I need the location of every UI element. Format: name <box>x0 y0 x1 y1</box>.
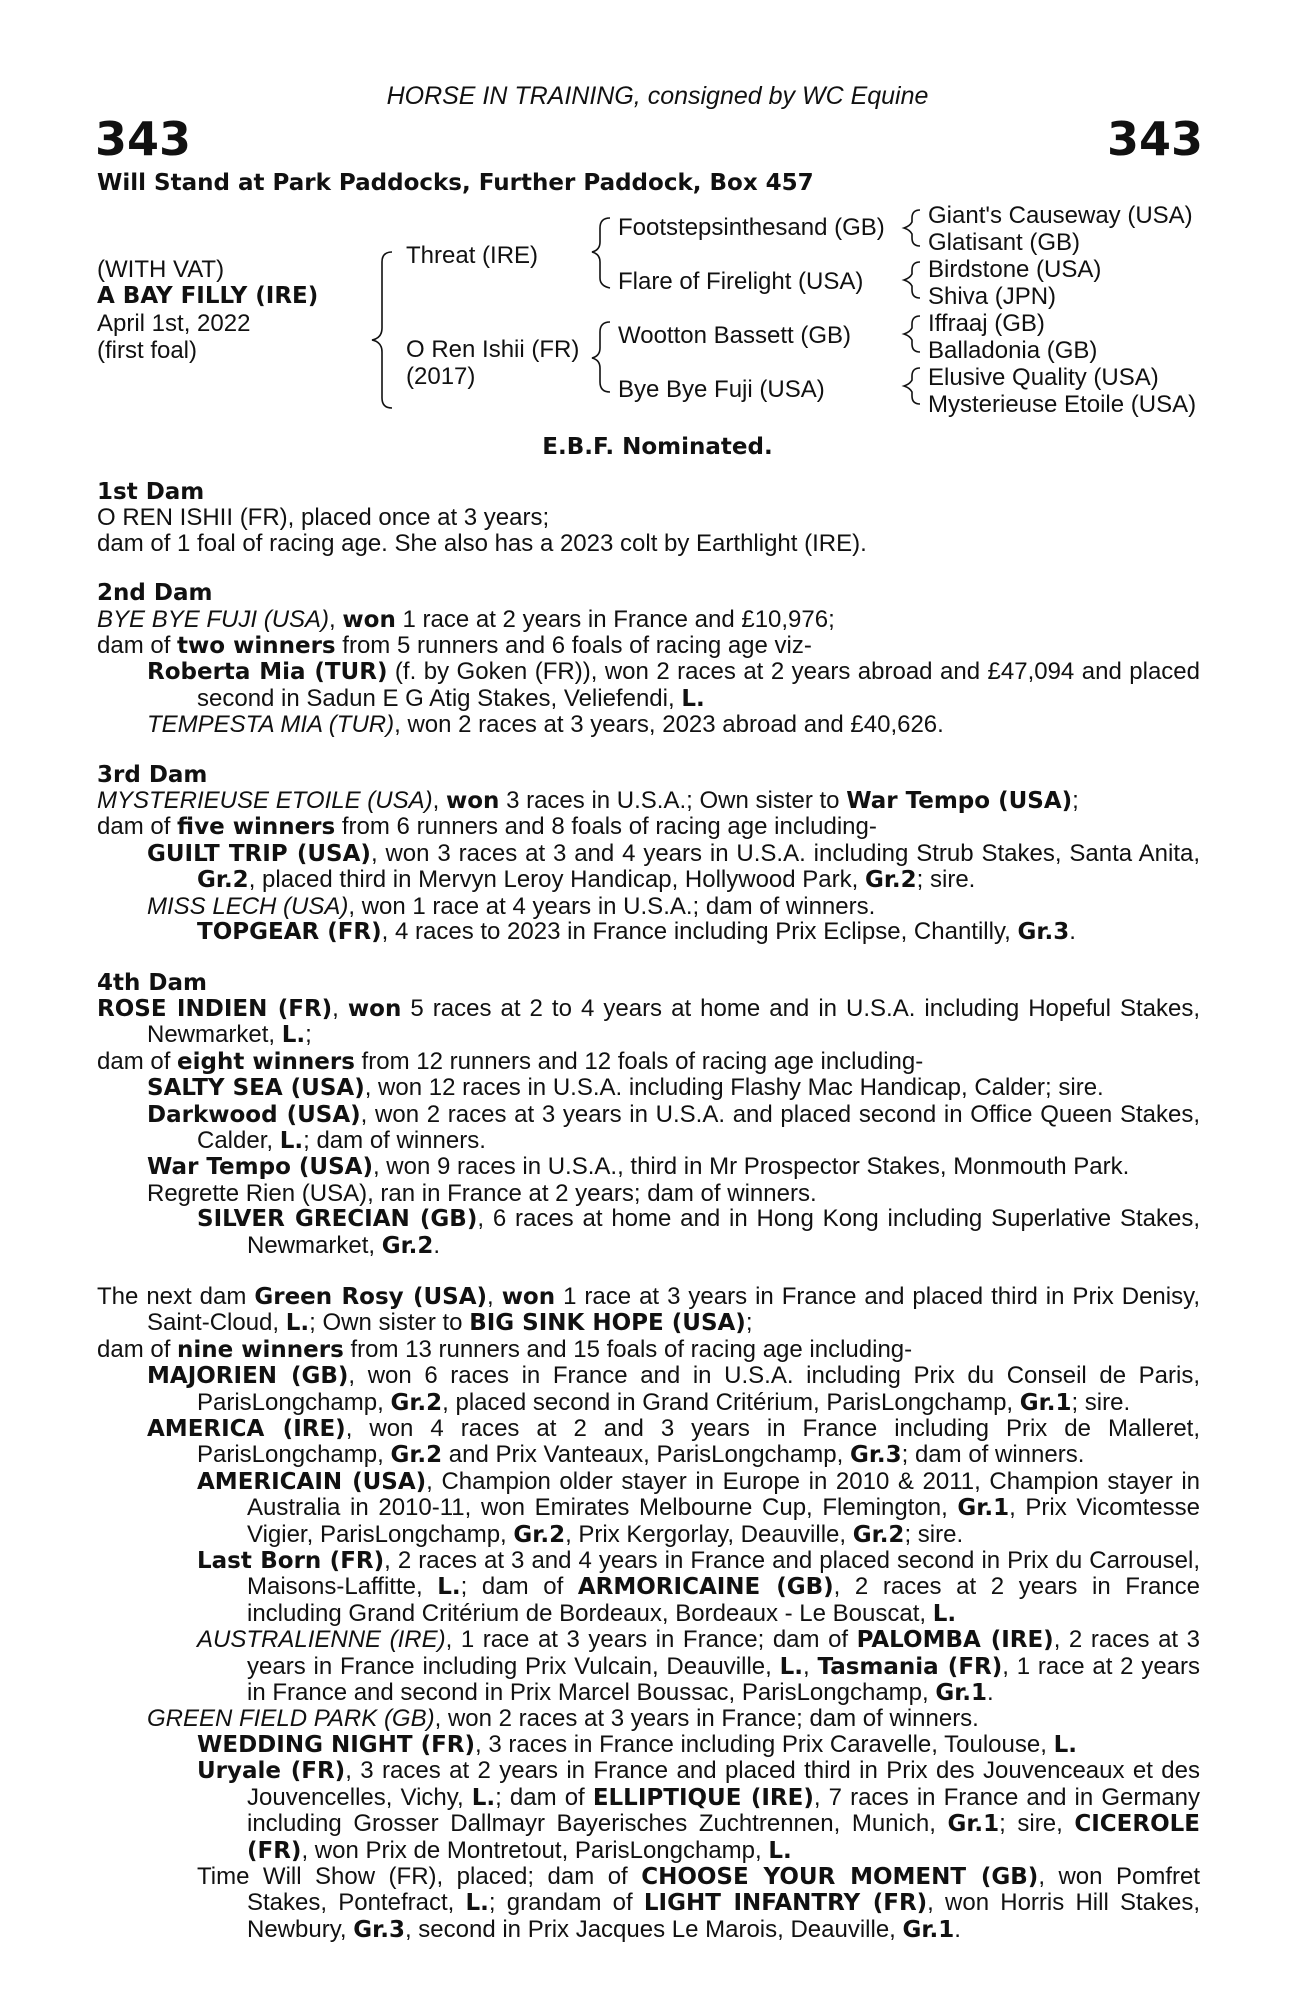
next-dam-line: The next dam Green Rosy (USA), won 1 race at 3 years in France and placed third in Prix Denisy, Saint-Cloud, L.; Own sister to BIG SINK HOPE (USA); <box>97 1282 1200 1337</box>
produce-entry: AMERICAIN (USA), Champion older stayer in Europe in 2010 & 2011, Champion stayer in Australia in 2010-11, won Emirates Melbourne Cup, Flemington, Gr.1, Prix Vicomtesse Vigier, ParisLongchamp, Gr.2, Prix Kergorlay, Deauville, Gr.2; sire. <box>197 1467 1201 1548</box>
third-dam-line: dam of five winners from 6 runners and 8 foals of racing age including- <box>97 813 877 841</box>
ebf-nominated: E.B.F. Nominated. <box>542 434 773 460</box>
produce-entry: Time Will Show (FR), placed; dam of CHOOSE YOUR MOMENT (GB), won Pomfret Stakes, Pontefract, L.; grandam of LIGHT INFANTRY (FR), won Horris Hill Stakes, Newbury, Gr.3, second in Prix Jacques Le Marois, Deauville, Gr.1. <box>197 1862 1201 1943</box>
produce-entry: Roberta Mia (TUR) (f. by Goken (FR)), won 2 races at 2 years abroad and £47,094 and placed second in Sadun E G Atig Stakes, Veliefendi, L. <box>147 658 1200 712</box>
sire: Threat (IRE) <box>406 242 539 269</box>
produce-entry: AUSTRALIENNE (IRE), 1 race at 3 years in France; dam of PALOMBA (IRE), 2 races at 3 years in France including Prix Vulcain, Deauville, L., Tasmania (FR), 1 race at 2 years in France and second in Prix Marcel Boussac, ParisLongchamp, Gr.1. <box>197 1626 1201 1707</box>
stand-location: Will Stand at Park Paddocks, Further Paddock, Box 457 <box>97 170 814 196</box>
second-dam-line: dam of two winners from 5 runners and 6 foals of racing age viz- <box>97 632 812 660</box>
vat-note: (WITH VAT) <box>97 256 225 283</box>
foaling-date: April 1st, 2022 <box>97 310 251 337</box>
produce-entry: GUILT TRIP (USA), won 3 races at 3 and 4 years in U.S.A. including Strub Stakes, Santa Anita, Gr.2, placed third in Mervyn Leroy Handicap, Hollywood Park, Gr.2; sire. <box>147 839 1200 894</box>
catalogue-header: HORSE IN TRAINING, consigned by WC Equine <box>386 82 929 110</box>
sire-dam: Flare of Firelight (USA) <box>618 268 864 295</box>
second-dam-line: BYE BYE FUJI (USA), won 1 race at 2 years in France and £10,976; <box>97 605 835 633</box>
produce-entry: Last Born (FR), 2 races at 3 and 4 years in France and placed second in Prix du Carrousel, Maisons-Laffitte, L.; dam of ARMORICAINE (GB), 2 races at 2 years in France including Grand Critérium de Bordeaux, Bordeaux - Le Bouscat, L. <box>197 1547 1201 1627</box>
ancestor-2: Glatisant (GB) <box>928 229 1081 256</box>
dam-year: (2017) <box>406 363 476 390</box>
fourth-dam-section <box>97 971 1200 1259</box>
produce-entry: MAJORIEN (GB), won 6 races in France and in U.S.A. including Prix du Conseil de Paris, ParisLongchamp, Gr.2, placed second in Grand Critérium, ParisLongchamp, Gr.1; sire. <box>147 1362 1201 1416</box>
fourth-dam-title: 4th Dam <box>97 969 207 996</box>
dam-dam: Bye Bye Fuji (USA) <box>618 376 825 403</box>
ancestor-3: Birdstone (USA) <box>928 256 1102 283</box>
produce-entry: WEDDING NIGHT (FR), 3 races in France including Prix Caravelle, Toulouse, L. <box>197 1730 1077 1758</box>
first-dam-line: dam of 1 foal of racing age. She also has a 2023 colt by Earthlight (IRE). <box>97 529 867 557</box>
first-dam-section <box>97 480 1200 556</box>
subject-name: A BAY FILLY (IRE) <box>97 283 319 309</box>
next-dam-section <box>97 1284 1200 1943</box>
produce-entry: Darkwood (USA), won 2 races at 3 years in U.S.A. and placed second in Office Queen Stakes, Calder, L.; dam of winners. <box>147 1100 1201 1154</box>
ancestor-7: Elusive Quality (USA) <box>928 364 1159 391</box>
next-dam-line: dam of nine winners from 13 runners and 15 foals of racing age including- <box>97 1335 913 1363</box>
ancestor-8: Mysterieuse Etoile (USA) <box>928 391 1197 418</box>
second-dam-section <box>97 581 1200 737</box>
foal-note: (first foal) <box>97 337 198 364</box>
first-dam-line: O REN ISHII (FR), placed once at 3 years; <box>97 504 550 532</box>
dam-sire: Wootton Bassett (GB) <box>618 322 851 349</box>
produce-entry: GREEN FIELD PARK (GB), won 2 races at 3 years in France; dam of winners. <box>147 1705 979 1733</box>
third-dam-title: 3rd Dam <box>97 761 208 788</box>
fourth-dam-line: dam of eight winners from 12 runners and 12 foals of racing age including- <box>97 1047 924 1075</box>
produce-entry: AMERICA (IRE), won 4 races at 2 and 3 years in France including Prix de Malleret, ParisLongchamp, Gr.2 and Prix Vanteaux, ParisLongchamp, Gr.3; dam of winners. <box>147 1415 1201 1469</box>
third-dam-line: MYSTERIEUSE ETOILE (USA), won 3 races in U.S.A.; Own sister to War Tempo (USA); <box>97 787 1079 815</box>
produce-entry: Regrette Rien (USA), ran in France at 2 years; dam of winners. <box>147 1179 817 1207</box>
second-dam-title: 2nd Dam <box>97 580 213 607</box>
produce-entry: War Tempo (USA), won 9 races in U.S.A., third in Mr Prospector Stakes, Monmouth Park. <box>147 1153 1130 1181</box>
produce-entry: TOPGEAR (FR), 4 races to 2023 in France including Prix Eclipse, Chantilly, Gr.3. <box>197 918 1076 946</box>
fourth-dam-line: ROSE INDIEN (FR), won 5 races at 2 to 4 years at home and in U.S.A. including Hopeful Stakes, Newmarket, L.; <box>97 994 1201 1049</box>
produce-entry: TEMPESTA MIA (TUR), won 2 races at 3 years, 2023 abroad and £40,626. <box>147 711 944 739</box>
ancestor-1: Giant's Causeway (USA) <box>928 202 1193 229</box>
dam: O Ren Ishii (FR) <box>406 336 580 363</box>
ancestor-5: Iffraaj (GB) <box>928 310 1045 337</box>
ancestor-4: Shiva (JPN) <box>928 283 1057 310</box>
produce-entry: Uryale (FR), 3 races at 2 years in France and placed third in Prix des Jouvenceaux et des Jouvencelles, Vichy, L.; dam of ELLIPTIQUE (IRE), 7 races in France and in Germany including Grosser Dallmayr Bayerisches Zuchtrennen, Munich, Gr.1; sire, CICEROLE (FR), won Prix de Montretout, ParisLongchamp, L. <box>197 1757 1201 1864</box>
sire-sire: Footstepsinthesand (GB) <box>618 214 885 241</box>
ancestor-6: Balladonia (GB) <box>928 337 1098 364</box>
produce-entry: SILVER GRECIAN (GB), 6 races at home and in Hong Kong including Superlative Stakes, Newmarket, Gr.2. <box>197 1205 1200 1259</box>
catalogue-body <box>97 480 1200 1968</box>
lot-number-left: 343 <box>95 112 192 166</box>
produce-entry: SALTY SEA (USA), won 12 races in U.S.A. including Flashy Mac Handicap, Calder; sire. <box>147 1074 1104 1102</box>
third-dam-section <box>97 763 1200 946</box>
lot-number-right: 343 <box>1106 112 1203 166</box>
first-dam-title: 1st Dam <box>97 479 205 505</box>
produce-entry: MISS LECH (USA), won 1 race at 4 years in U.S.A.; dam of winners. <box>147 892 876 920</box>
